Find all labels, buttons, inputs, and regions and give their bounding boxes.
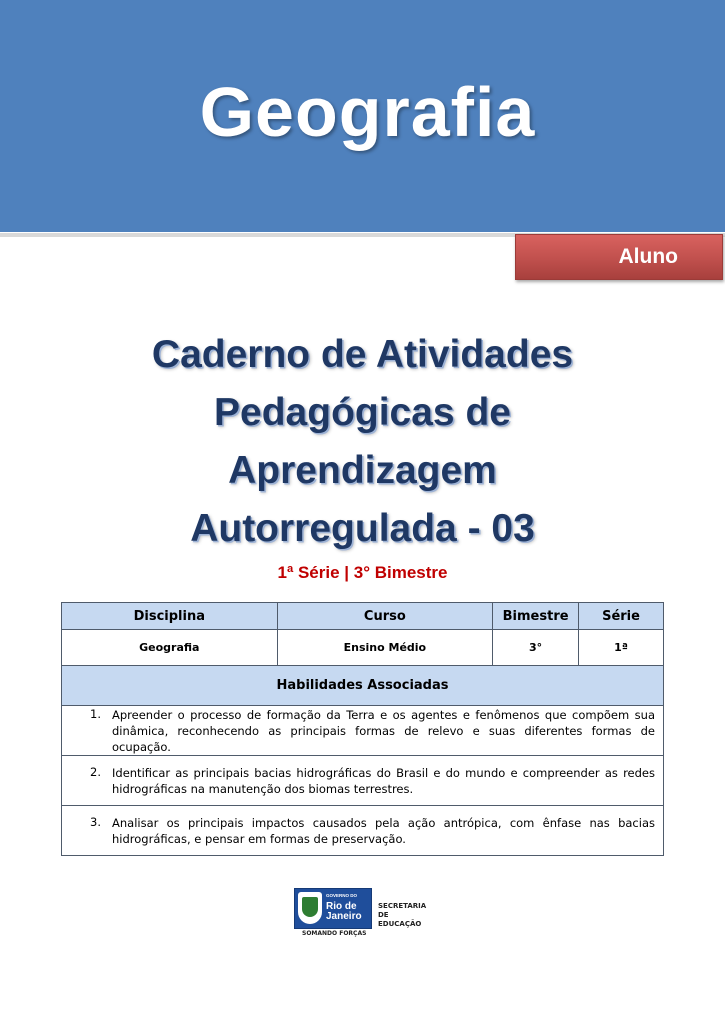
logo-gov-text: GOVERNO DO [326, 893, 358, 898]
rio-logo-box [294, 888, 372, 929]
value-disciplina: Geografia [62, 630, 278, 666]
skills-header: Habilidades Associadas [62, 666, 664, 706]
title-line: Aprendizagem [228, 449, 497, 492]
info-table-value-row [62, 630, 664, 666]
value-curso: Ensino Médio [277, 630, 493, 666]
student-badge [515, 234, 723, 280]
subject-title: Geografia [199, 73, 536, 151]
student-badge-label: Aluno [618, 245, 678, 268]
document-title [0, 326, 725, 558]
grade-term-subtitle: 1ª Série | 3° Bimestre [277, 563, 448, 582]
info-table-header-row [62, 603, 664, 630]
coat-of-arms-icon [298, 892, 322, 924]
skill-number: 3. [90, 814, 101, 829]
skill-number: 2. [90, 764, 101, 779]
logo-janeiro-text: Janeiro [326, 911, 362, 922]
title-line: Caderno de Atividades [151, 333, 574, 376]
skill-row [62, 706, 664, 756]
skill-row [62, 806, 664, 856]
logo-rio-text: Rio de [326, 901, 357, 912]
logo-slogan: SOMANDO FORÇAS [302, 930, 367, 937]
educacao-text: DE EDUCAÇÃO [378, 911, 422, 928]
secretaria-text: SECRETARIA [378, 902, 427, 910]
skill-text: Identificar as principais bacias hidrográficas do Brasil e do mundo e compreender as redes hidrográficas na manutenção dos biomas terrestres. [112, 765, 655, 796]
header-disciplina: Disciplina [62, 603, 278, 630]
skill-text: Analisar os principais impactos causados pela ação antrópica, com ênfase nas bacias hidrográficas, e pensar em formas de preservação. [112, 815, 655, 846]
skill-text: Apreender o processo de formação da Terra e os agentes e fenômenos que compõem sua dinâmica, reconhecendo as principais formas de relevo e suas diferentes formas de ocupação. [112, 707, 655, 754]
header-bimestre: Bimestre [493, 603, 579, 630]
value-bimestre: 3° [493, 630, 579, 666]
title-line: Autorregulada - 03 [190, 507, 535, 550]
skill-row [62, 756, 664, 806]
header-curso: Curso [277, 603, 493, 630]
info-table [61, 602, 664, 856]
government-logo [294, 888, 434, 940]
value-serie: 1ª [579, 630, 664, 666]
skill-number: 1. [90, 706, 101, 721]
title-line: Pedagógicas de [214, 391, 511, 434]
header-serie: Série [579, 603, 664, 630]
header-banner [0, 0, 725, 232]
skills-header-row [62, 666, 664, 706]
